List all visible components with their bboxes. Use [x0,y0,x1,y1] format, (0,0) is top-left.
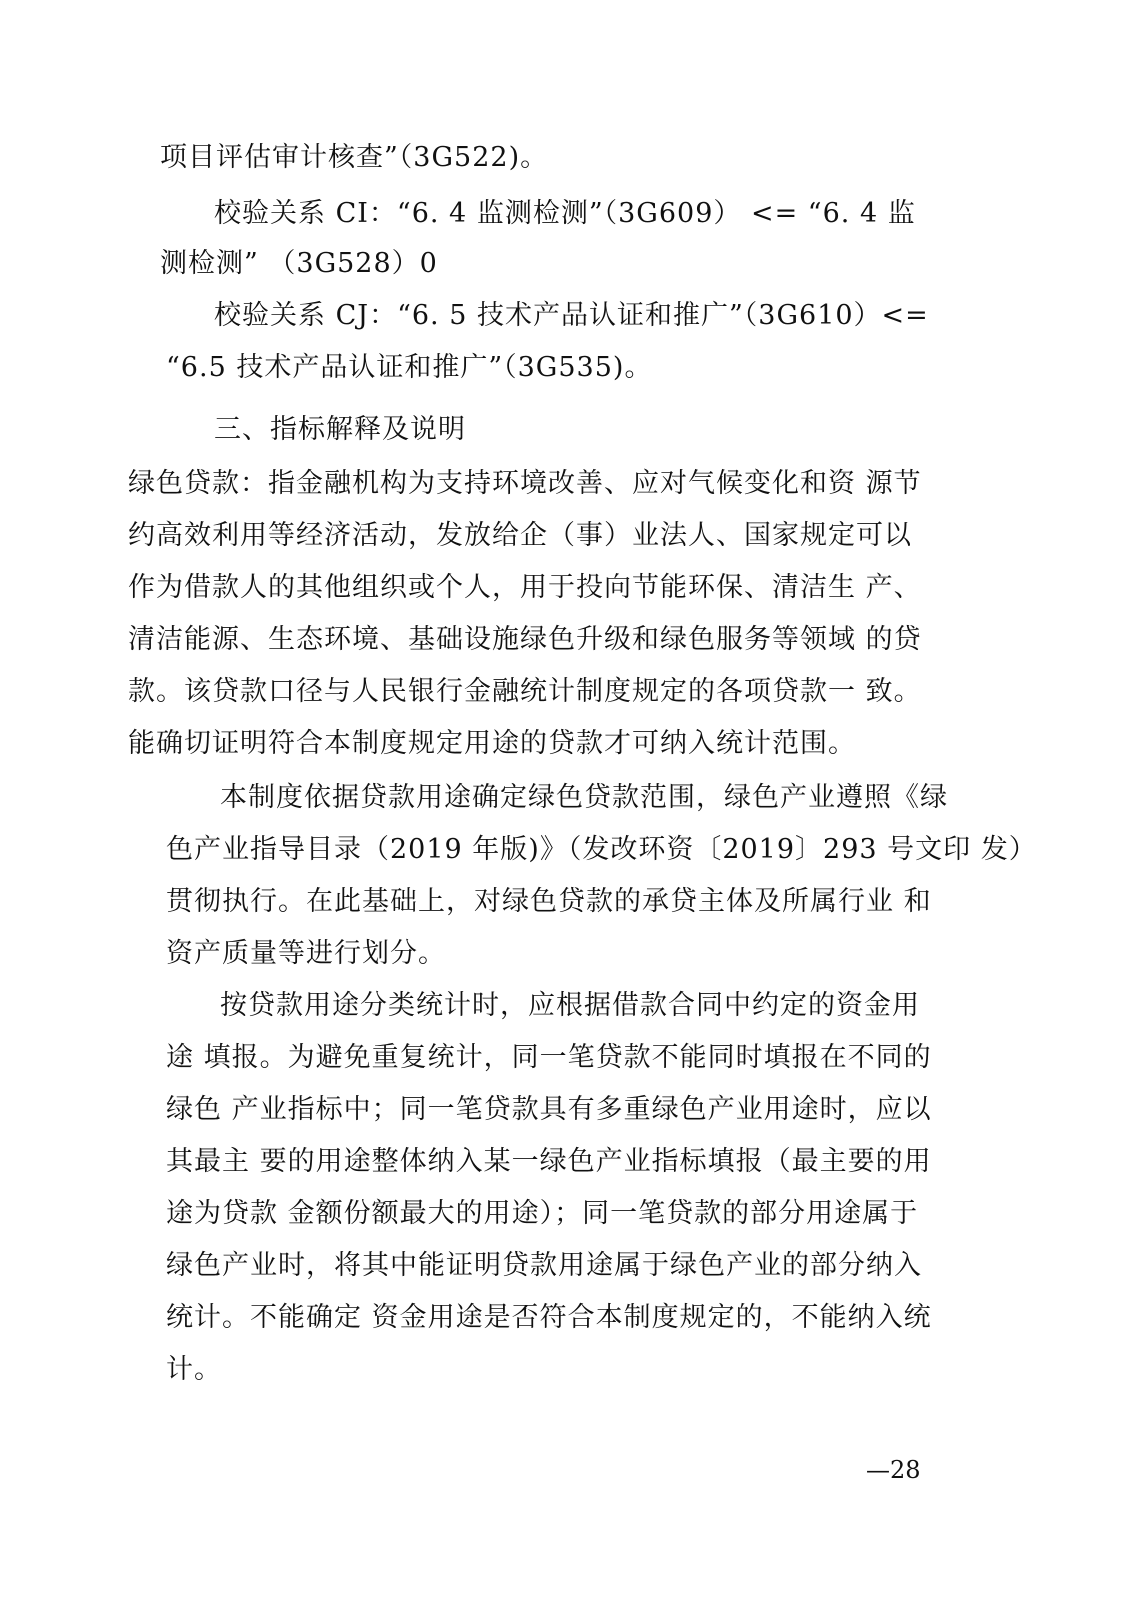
validation-rule-ci-line-2: 测检测” （3G528）0 [160,248,438,279]
green-loan-definition-line-6: 能确切证明符合本制度规定用途的贷款才可纳入统计范围。 [128,728,856,759]
green-loan-definition-line-1: 绿色贷款：指金融机构为支持环境改善、应对气候变化和资 源节 [128,468,922,499]
classification-paragraph-line-7: 统计。不能确定 资金用途是否符合本制度规定的，不能纳入统 [166,1302,932,1333]
scope-paragraph-line-4: 资产质量等进行划分。 [166,938,446,969]
scope-paragraph-line-3: 贯彻执行。在此基础上，对绿色贷款的承贷主体及所属行业 和 [166,886,932,917]
scope-paragraph-line-1: 本制度依据贷款用途确定绿色贷款范围，绿色产业遵照《绿 [220,782,948,813]
green-loan-definition-line-5: 款。该贷款口径与人民银行金融统计制度规定的各项贷款一 致。 [128,676,922,707]
classification-paragraph-line-1: 按贷款用途分类统计时，应根据借款合同中约定的资金用 [220,990,920,1021]
validation-rule-cj-line-1: 校验关系 CJ：“6. 5 技术产品认证和推广”（3G610）<= [214,300,929,331]
green-loan-definition-line-2: 约高效利用等经济活动，发放给企（事）业法人、国家规定可以 [128,520,912,551]
section-heading: 三、指标解释及说明 [214,414,466,445]
continuation-line: 项目评估审计核查”（3G522)。 [160,142,549,173]
classification-paragraph-line-8: 计。 [166,1354,222,1385]
classification-paragraph-line-2: 途 填报。为避免重复统计，同一笔贷款不能同时填报在不同的 [166,1042,932,1073]
green-loan-definition-line-4: 清洁能源、生态环境、基础设施绿色升级和绿色服务等领域 的贷 [128,624,922,655]
page-number: —28 [866,1456,921,1484]
classification-paragraph-line-4: 其最主 要的用途整体纳入某一绿色产业指标填报（最主要的用 [166,1146,932,1177]
green-loan-definition-line-3: 作为借款人的其他组织或个人，用于投向节能环保、清洁生 产、 [128,572,922,603]
classification-paragraph-line-5: 途为贷款 金额份额最大的用途）；同一笔贷款的部分用途属于 [166,1198,919,1229]
validation-rule-cj-line-2: “6.5 技术产品认证和推广”（3G535)。 [166,352,653,383]
validation-rule-ci-line-1: 校验关系 CI：“6. 4 监测检测”（3G609） <= “6. 4 监 [214,198,916,229]
scope-paragraph-line-2: 色产业指导目录（2019 年版)》（发改环资〔2019〕293 号文印 发） [166,834,1037,865]
classification-paragraph-line-6: 绿色产业时，将其中能证明贷款用途属于绿色产业的部分纳入 [166,1250,922,1281]
classification-paragraph-line-3: 绿色 产业指标中；同一笔贷款具有多重绿色产业用途时，应以 [166,1094,932,1125]
